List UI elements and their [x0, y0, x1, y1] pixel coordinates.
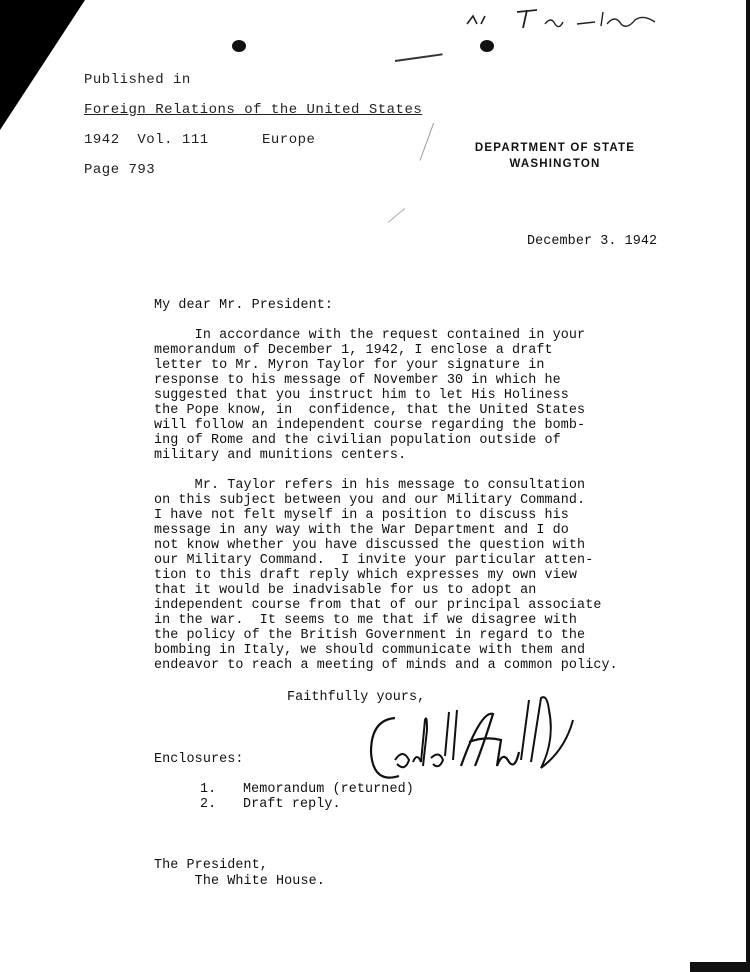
paragraph-line: letter to Mr. Myron Taylor for your signature in: [154, 358, 545, 373]
handwritten-note: [465, 4, 675, 32]
page-number: Page 793: [84, 162, 156, 178]
addressee-line: The President,: [154, 858, 268, 873]
letterhead-department: DEPARTMENT OF STATE: [474, 142, 636, 154]
paragraph-line: not know whether you have discussed the question with: [154, 538, 586, 553]
publication-title: Foreign Relations of the United States: [84, 102, 423, 118]
paragraph-line: suggested that you instruct him to let His Holiness: [154, 388, 569, 403]
paragraph-line: independent course from that of our principal associate: [154, 598, 602, 613]
paragraph-line: in the war. It seems to me that if we disagree with: [154, 613, 578, 628]
paragraph-line: bombing in Italy, we should communicate with them and: [154, 643, 586, 658]
paragraph-line: In accordance with the request contained in your: [154, 328, 586, 343]
letterhead-city: WASHINGTON: [509, 158, 601, 170]
published-in-label: Published in: [84, 72, 191, 88]
paragraph-line: I have not felt myself in a position to discuss his: [154, 508, 569, 523]
paragraph-line: response to his message of November 30 in which he: [154, 373, 561, 388]
paragraph-line: endeavor to reach a meeting of minds and a common policy.: [154, 658, 618, 673]
enclosure-item: Draft reply.: [243, 797, 341, 812]
paragraph-line: ing of Rome and the civilian population outside of: [154, 433, 561, 448]
region-label: Europe: [262, 132, 316, 148]
letter-date: December 3. 1942: [527, 234, 658, 249]
pencil-mark: [388, 208, 405, 223]
pencil-mark: [420, 123, 435, 161]
salutation: My dear Mr. President:: [154, 298, 333, 313]
paragraph-line: memorandum of December 1, 1942, I enclose a draft: [154, 343, 553, 358]
volume-line: 1942 Vol. 111: [84, 132, 209, 148]
addressee-line: The White House.: [154, 874, 325, 889]
punch-hole-left: [232, 40, 246, 52]
ink-mark: [395, 53, 443, 62]
paragraph-2: [154, 478, 664, 673]
paragraph-line: message in any way with the War Department and I do: [154, 523, 569, 538]
paragraph-line: our Military Command. I invite your particular atten-: [154, 553, 594, 568]
paragraph-line: Mr. Taylor refers in his message to consultation: [154, 478, 586, 493]
enclosure-number: 2.: [200, 797, 217, 812]
paragraph-line: military and munitions centers.: [154, 448, 407, 463]
closing: Faithfully yours,: [287, 690, 426, 705]
paragraph-line: tion to this draft reply which expresses my own view: [154, 568, 578, 583]
enclosures-label: Enclosures:: [154, 752, 244, 767]
scan-edge-shadow: [746, 0, 750, 972]
signature-cordell-hull: [365, 690, 580, 790]
enclosure-number: 1.: [200, 782, 217, 797]
paragraph-line: on this subject between you and our Military Command.: [154, 493, 586, 508]
punch-hole-right: [480, 40, 494, 52]
enclosure-item: Memorandum (returned): [243, 782, 414, 797]
paragraph-line: that it would be inadvisable for us to adopt an: [154, 583, 537, 598]
paragraph-line: will follow an independent course regarding the bomb-: [154, 418, 586, 433]
scan-bottom-mark: [690, 962, 750, 972]
paragraph-line: the Pope know, in confidence, that the United States: [154, 403, 586, 418]
paragraph-1: [154, 328, 664, 463]
paragraph-line: the policy of the British Government in regard to the: [154, 628, 586, 643]
scan-corner-shadow: [0, 0, 85, 130]
